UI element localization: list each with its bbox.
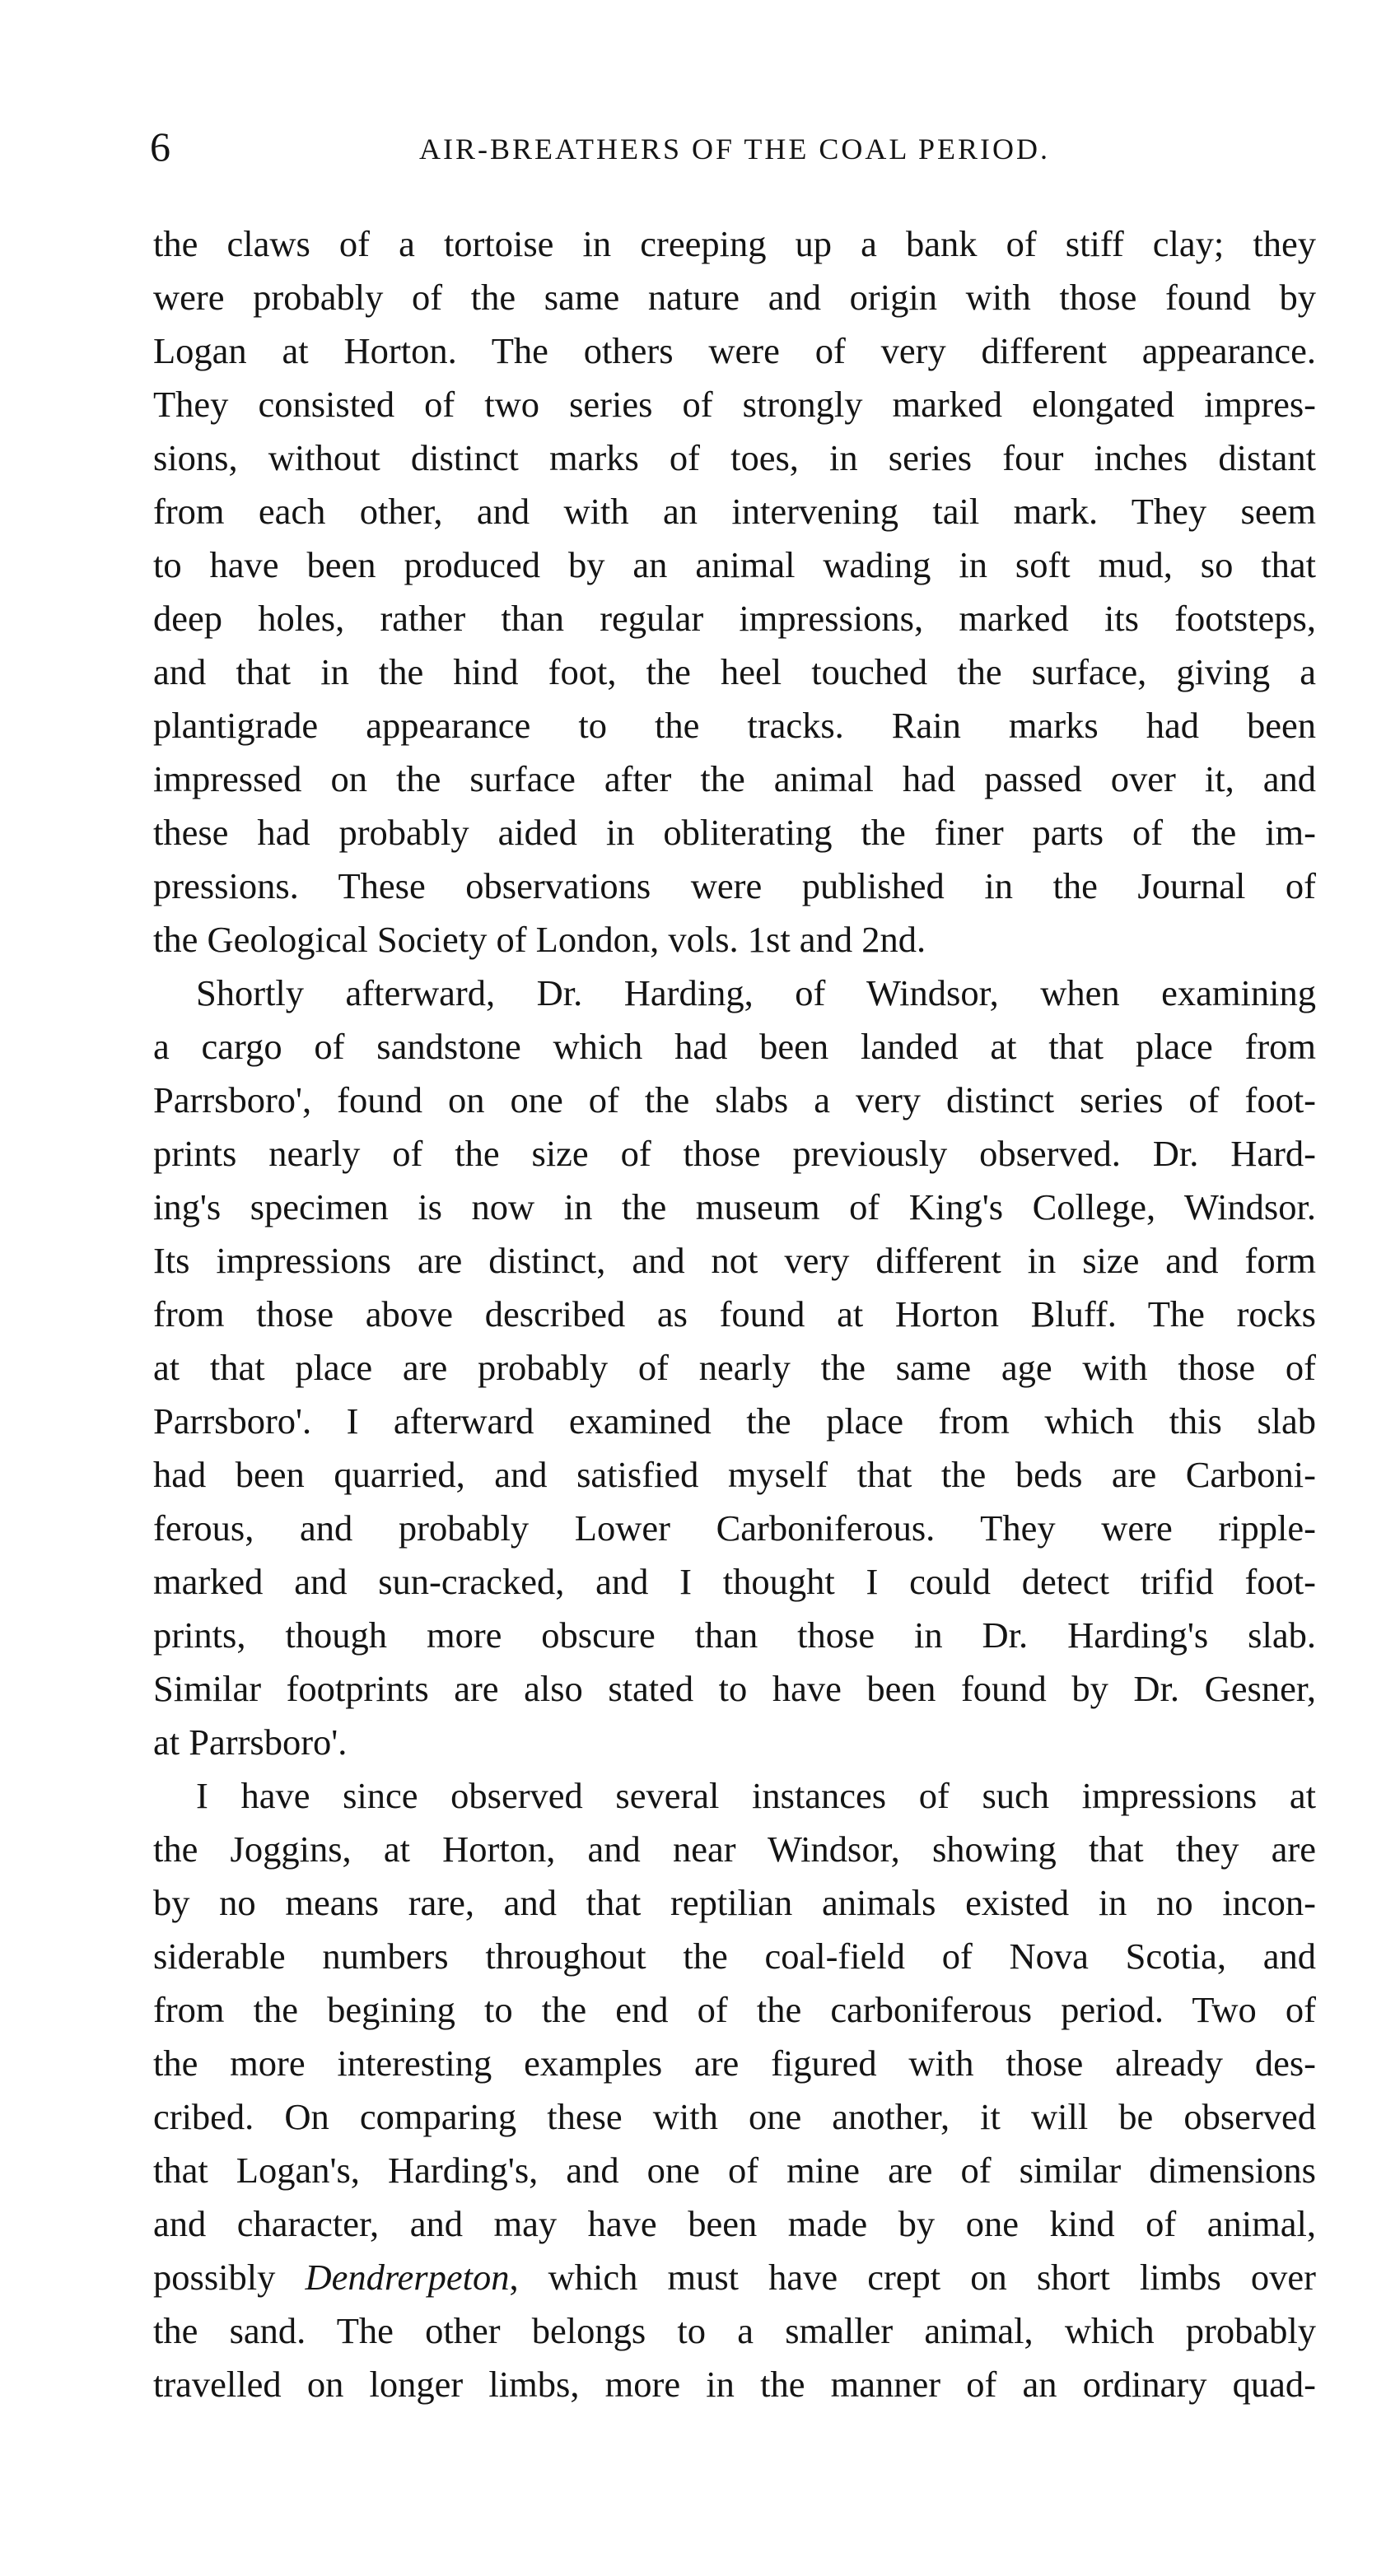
- text-line: the claws of a tortoise in creeping up a bank of stiff clay; they: [153, 223, 1316, 264]
- text-line: to have been produced by an animal wading in soft mud, so that: [153, 544, 1316, 585]
- text-line: had been quarried, and satisfied myself that the beds are Carboni-: [153, 1454, 1316, 1495]
- text-line: at Parrsboro'.: [153, 1721, 348, 1763]
- text-line: that Logan's, Harding's, and one of mine are of similar dimensions: [153, 2150, 1316, 2191]
- text-line: at that place are probably of nearly the same age with those of: [153, 1347, 1316, 1388]
- text-line: prints, though more obscure than those in Dr. Harding's slab.: [153, 1614, 1316, 1656]
- text-line: were probably of the same nature and origin with those found by: [153, 277, 1316, 318]
- text-line: plantigrade appearance to the tracks. Rain marks had been: [153, 705, 1316, 746]
- text-line: ing's specimen is now in the museum of King's College, Windsor.: [153, 1186, 1316, 1227]
- text-line: the more interesting examples are figured with those already des-: [153, 2043, 1316, 2084]
- text-line: Shortly afterward, Dr. Harding, of Windsor, when examining: [196, 972, 1316, 1013]
- text-line: ferous, and probably Lower Carboniferous. They were ripple-: [153, 1507, 1316, 1549]
- text-line: from each other, and with an intervening tail mark. They seem: [153, 491, 1316, 532]
- text-line: sions, without distinct marks of toes, in series four inches distant: [153, 437, 1316, 478]
- page-number: 6: [150, 123, 170, 170]
- text-line: siderable numbers throughout the coal-field of Nova Scotia, and: [153, 1935, 1316, 1977]
- text-line: the Joggins, at Horton, and near Windsor, showing that they are: [153, 1828, 1316, 1870]
- text-line: prints nearly of the size of those previously observed. Dr. Hard-: [153, 1133, 1316, 1174]
- text-line: cribed. On comparing these with one another, it will be observed: [153, 2096, 1316, 2137]
- text-line: and that in the hind foot, the heel touched the surface, giving a: [153, 651, 1316, 692]
- text-line: travelled on longer limbs, more in the manner of an ordinary quad-: [153, 2364, 1316, 2405]
- italic-term: Dendrerpeton: [305, 2257, 510, 2298]
- text-line: I have since observed several instances of such impressions at: [196, 1775, 1316, 1816]
- text-line: from the begining to the end of the carboniferous period. Two of: [153, 1989, 1316, 2030]
- text-line: marked and sun-cracked, and I thought I could detect trifid foot-: [153, 1561, 1316, 1602]
- text-line: by no means rare, and that reptilian animals existed in no incon-: [153, 1882, 1316, 1923]
- paragraph: [153, 217, 1316, 967]
- running-title: AIR-BREATHERS OF THE COAL PERIOD.: [418, 133, 1051, 165]
- body-text: [153, 217, 1316, 2411]
- text-line: from those above described as found at Horton Bluff. The rocks: [153, 1293, 1316, 1335]
- text-line: They consisted of two series of strongly marked elongated impres-: [153, 384, 1316, 425]
- text-line: Similar footprints are also stated to have been found by Dr. Gesner,: [153, 1668, 1316, 1709]
- text-line: and character, and may have been made by one kind of animal,: [153, 2203, 1316, 2244]
- text-line: impressed on the surface after the animal had passed over it, and: [153, 758, 1316, 799]
- text-line: Parrsboro'. I afterward examined the place from which this slab: [153, 1400, 1316, 1442]
- text-line: possibly Dendrerpeton, which must have crept on short limbs over: [153, 2257, 1316, 2298]
- paragraph: [153, 967, 1316, 1769]
- text-line: Its impressions are distinct, and not very different in size and form: [153, 1240, 1316, 1281]
- text-line: the Geological Society of London, vols. 1st and 2nd.: [153, 919, 926, 960]
- running-head: [150, 122, 1319, 171]
- text-line: a cargo of sandstone which had been landed at that place from: [153, 1026, 1316, 1067]
- text-line: pressions. These observations were published in the Journal of: [153, 865, 1316, 906]
- text-line: Logan at Horton. The others were of very different appearance.: [153, 330, 1316, 371]
- text-line: deep holes, rather than regular impressions, marked its footsteps,: [153, 598, 1316, 639]
- text-line: Parrsboro', found on one of the slabs a very distinct series of foot-: [153, 1079, 1316, 1120]
- text-line: the sand. The other belongs to a smaller animal, which probably: [153, 2310, 1316, 2351]
- text-line: these had probably aided in obliterating the finer parts of the im-: [153, 812, 1316, 853]
- paragraph: [153, 1769, 1316, 2411]
